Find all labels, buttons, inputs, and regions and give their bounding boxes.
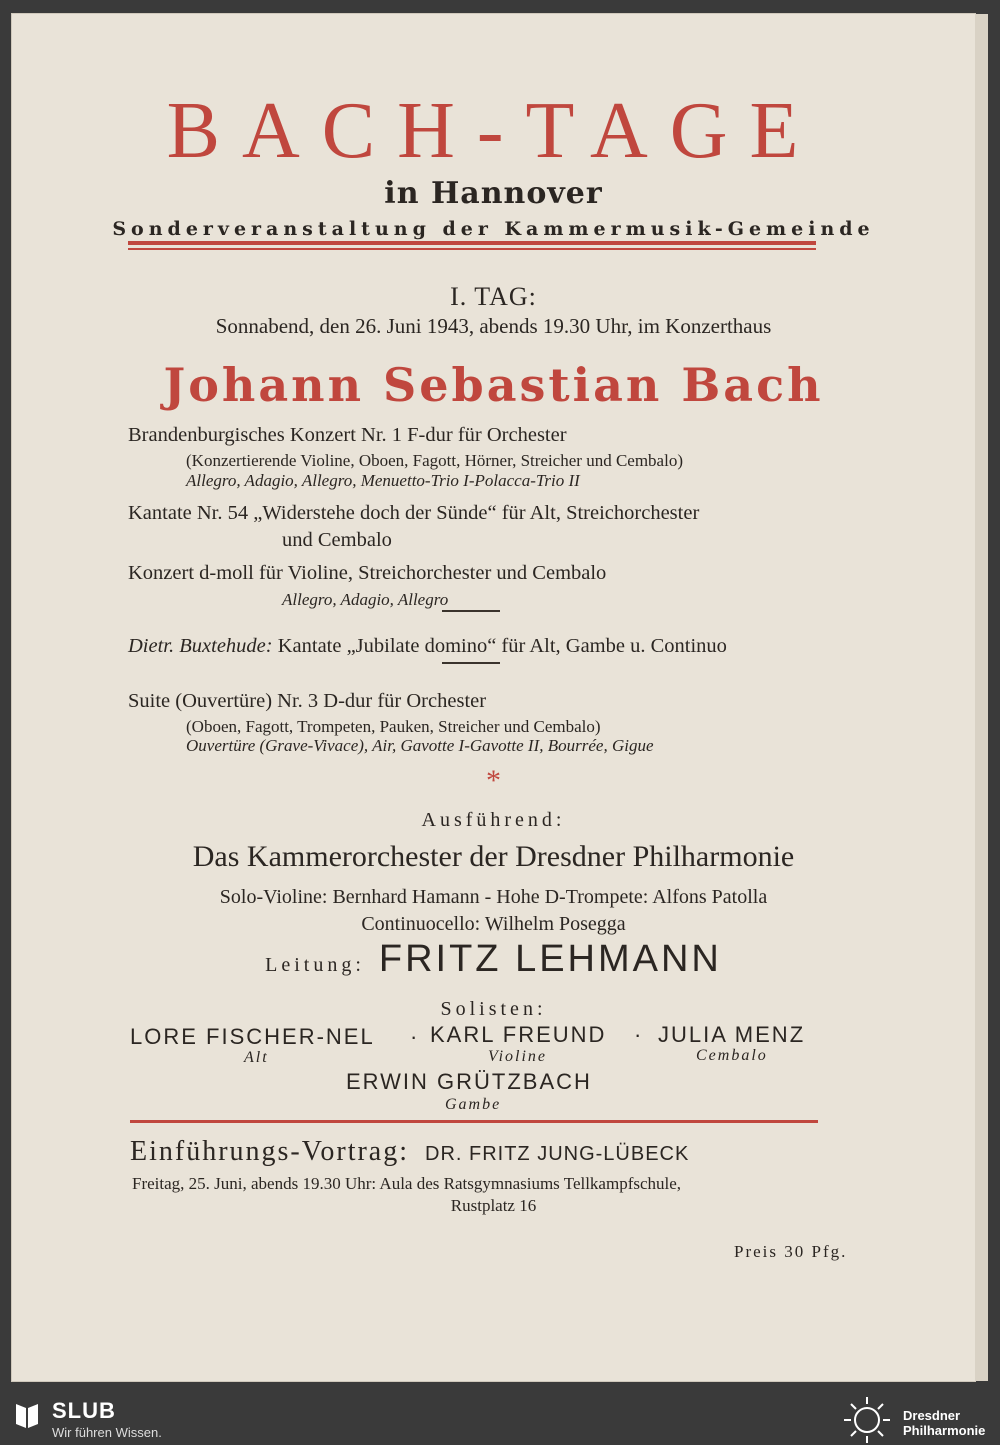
work-5-instruments: (Oboen, Fagott, Trompeten, Pauken, Streicher und Cembalo) [186, 717, 601, 736]
title-rule [128, 241, 816, 245]
work-4-composer: Dietr. Buxtehude: [128, 635, 273, 657]
star-ornament: * [486, 764, 501, 797]
soloist-2-role: Violine [488, 1048, 548, 1065]
conductor-name: FRITZ LEHMANN [378, 938, 722, 980]
soloist-4-name: ERWIN GRÜTZBACH [346, 1069, 592, 1094]
work-3-movements: Allegro, Adagio, Allegro [282, 590, 449, 609]
divider-2 [442, 662, 500, 664]
program-organizer: Sonderveranstaltung der Kammermusik-Gemeinde [112, 218, 875, 240]
price: Preis 30 Pfg. [734, 1242, 848, 1261]
work-5-movements: Ouvertüre (Grave-Vivace), Air, Gavotte I-Gavotte II, Bourrée, Gigue [186, 736, 654, 755]
date-line: Sonnabend, den 26. Juni 1943, abends 19.30 Uhr, im Konzerthaus [215, 314, 772, 338]
work-4 [128, 635, 727, 658]
slub-slogan: Wir führen Wissen. [52, 1425, 162, 1440]
soloist-1-name: LORE FISCHER-NEL [130, 1024, 375, 1049]
conductor-label: Leitung: [265, 954, 365, 976]
soloist-4-role: Gambe [445, 1096, 502, 1113]
soloist-3-role: Cembalo [696, 1047, 768, 1064]
performing-label: Ausführend: [421, 809, 566, 831]
work-1-movements: Allegro, Adagio, Allegro, Menuetto-Trio I-Polacca-Trio II [186, 471, 580, 490]
work-3-title: Konzert d-moll für Violine, Streichorchester und Cembalo [128, 562, 607, 584]
lecture-details-1: Freitag, 25. Juni, abends 19.30 Uhr: Aula des Ratsgymnasiums Tellkampfschule, [132, 1174, 682, 1193]
work-4-title: Kantate „Jubilate domino“ für Alt, Gambe u. Continuo [277, 635, 727, 657]
work-2-title-cont: und Cembalo [282, 529, 392, 551]
lecture-details-2: Rustplatz 16 [450, 1196, 537, 1215]
soloist-3-name: JULIA MENZ [658, 1022, 806, 1047]
lecture-label: Einführungs-Vortrag: [130, 1136, 409, 1167]
title-rule-thin [128, 248, 816, 250]
soloists-line-2: Continuocello: Wilhelm Posegga [361, 913, 626, 935]
soloists-line-1: Solo-Violine: Bernhard Hamann - Hohe D-Trompete: Alfons Patolla [219, 886, 768, 908]
soloists-label: Solisten: [440, 998, 547, 1020]
slub-logo-text: SLUB [52, 1398, 116, 1423]
work-5-title: Suite (Ouvertüre) Nr. 3 D-dur für Orchester [128, 690, 487, 712]
separator-1: · [410, 1024, 420, 1049]
day-label: I. TAG: [450, 282, 537, 311]
program-sheet [12, 14, 975, 1381]
program-title: BACH-TAGE [166, 87, 821, 175]
separator-2: · [634, 1022, 644, 1047]
work-1-instruments: (Konzertierende Violine, Oboen, Fagott, Hörner, Streicher und Cembalo) [186, 451, 683, 470]
composer-heading: Johann Sebastian Bach [163, 358, 824, 412]
partner-name-2: Philharmonie [903, 1423, 986, 1438]
slub-book-icon [14, 1400, 40, 1430]
page-edge [975, 14, 988, 1381]
divider-1 [442, 610, 500, 612]
orchestra-name: Das Kammerorchester der Dresdner Philharmonie [192, 840, 795, 873]
work-1-title: Brandenburgisches Konzert Nr. 1 F-dur für Orchester [128, 424, 567, 446]
lecture-rule [130, 1120, 818, 1123]
partner-name-1: Dresdner [903, 1408, 961, 1423]
soloist-1-role: Alt [244, 1049, 269, 1066]
lecturer-name: DR. FRITZ JUNG-LÜBECK [425, 1143, 690, 1165]
program-location: in Hannover [384, 176, 603, 211]
work-2-title: Kantate Nr. 54 „Widerstehe doch der Sünde“ für Alt, Streichorchester [128, 502, 700, 524]
conductor-line [12, 938, 975, 981]
soloist-2-name: KARL FREUND [430, 1022, 607, 1047]
lecture-heading [130, 1136, 689, 1168]
philharmonie-logo-icon [842, 1395, 892, 1445]
